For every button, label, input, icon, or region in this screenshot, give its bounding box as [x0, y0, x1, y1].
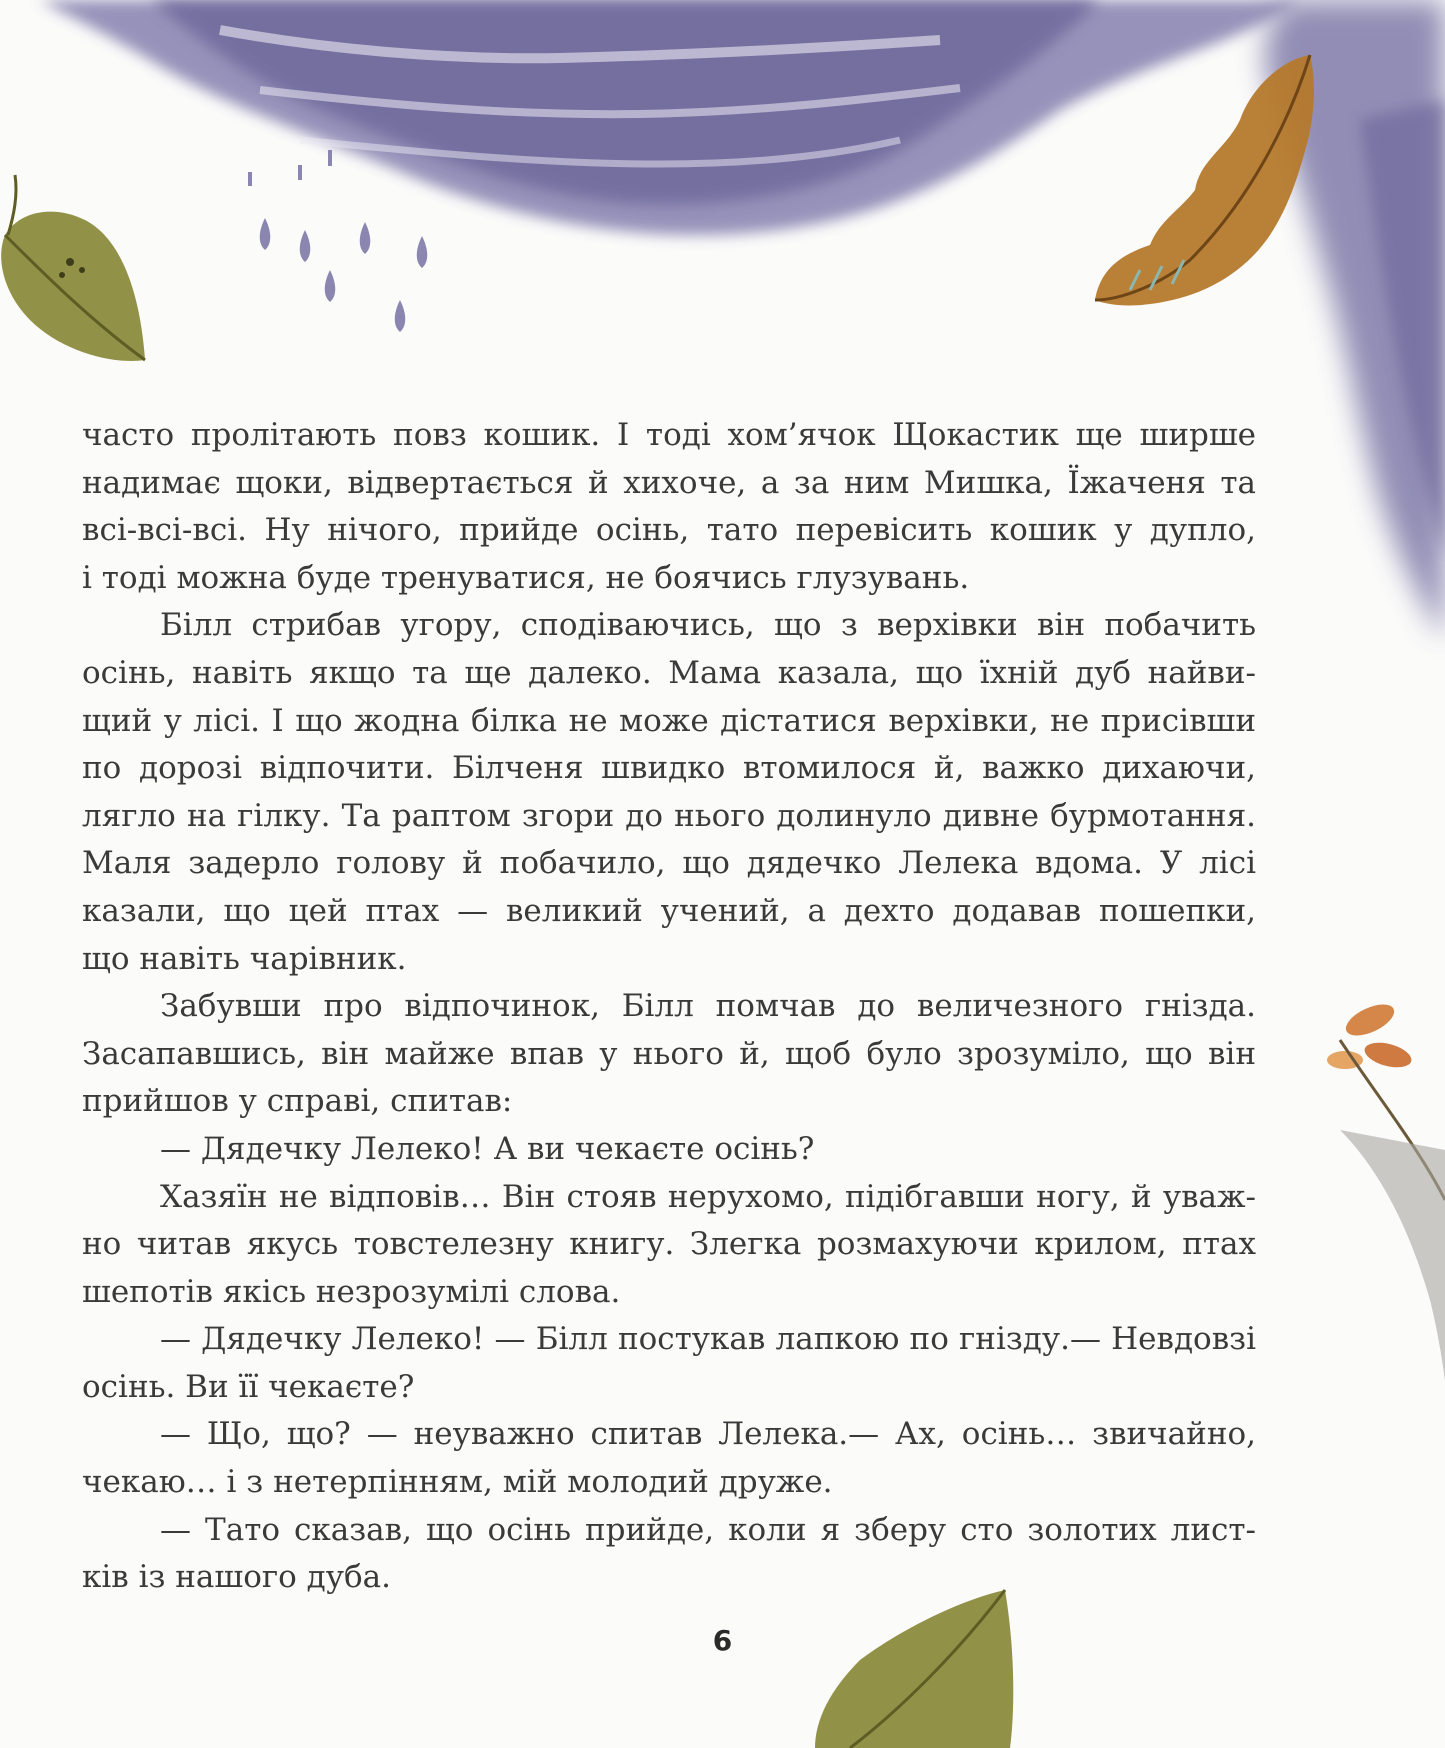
- text-line: часто пролітають повз кошик. І тоді хом’ячок Щокастик ще ширше: [82, 417, 1256, 453]
- text-line: Маля задерло голову й побачило, що дядечко Лелека вдома. У лісі: [82, 845, 1256, 882]
- text-line: щий у лісі. І що жодна білка не може дістатися верхівки, не присівши: [82, 702, 1256, 739]
- text-line: Хазяїн не відповів… Він стояв нерухомо, підібгавши ногу, й уваж-: [160, 1178, 1256, 1215]
- text-line: Білл стрибав угору, сподіваючись, що з верхівки він побачить: [160, 607, 1256, 644]
- text-line: казали, що цей птах — великий учений, а дехто додавав пошепки,: [82, 892, 1256, 929]
- text-line: лягло на гілку. Та раптом згори до нього долинуло дивне бурмотання.: [82, 797, 1256, 834]
- olive-leaf-bottom: [815, 1590, 1013, 1748]
- text-line: ків із нашого дуба.: [82, 1559, 391, 1596]
- text-line: по дорозі відпочити. Білченя швидко втомилося й, важко дихаючи,: [82, 750, 1256, 787]
- text-line: Забувши про відпочинок, Білл помчав до величезного гнізда.: [160, 988, 1256, 1025]
- text-line: прийшов у справі, спитав:: [82, 1083, 513, 1120]
- text-line: осінь. Ви її чекаєте?: [82, 1368, 415, 1405]
- text-line: Засапавшись, він майже впав у нього й, щоб було зрозуміло, що він: [82, 1035, 1256, 1072]
- text-line: шепотів якісь незрозумілі слова.: [82, 1273, 621, 1310]
- text-line: надимає щоки, відвертається й хихоче, а за ним Мишка, Їжаченя та: [82, 464, 1256, 501]
- text-line: осінь, навіть якщо та ще далеко. Мама казала, що їхній дуб найви-: [82, 654, 1256, 691]
- brown-oak-leaf-top-right: [1095, 55, 1314, 305]
- text-line: — Дядечку Лелеко! А ви чекаєте осінь?: [160, 1130, 815, 1167]
- text-line: — Тато сказав, що осінь прийде, коли я зберу сто золотих лист-: [160, 1511, 1256, 1548]
- orange-flowers-right: [1327, 998, 1445, 1380]
- text-line: но читав якусь товстелезну книгу. Злегка розмахуючи крилом, птах: [82, 1226, 1256, 1263]
- text-line: що навіть чарівник.: [82, 940, 407, 977]
- text-line: чекаю… і з нетерпінням, мій молодий друже.: [82, 1464, 833, 1501]
- olive-leaf-top-left: [1, 175, 145, 361]
- body-text: [82, 412, 1256, 1602]
- text-line: і тоді можна буде тренуватися, не боячись глузувань.: [82, 559, 970, 596]
- page-number: 6: [712, 1624, 733, 1657]
- text-line: — Дядечку Лелеко! — Білл постукав лапкою по гнізду.— Невдовзі: [160, 1321, 1256, 1358]
- text-line: — Що, що? — неуважно спитав Лелека.— Ах, осінь… звичайно,: [160, 1416, 1256, 1453]
- rain-drops: [250, 150, 427, 332]
- text-line: всі-всі-всі. Ну нічого, прийде осінь, тато перевісить кошик у дупло,: [82, 512, 1256, 549]
